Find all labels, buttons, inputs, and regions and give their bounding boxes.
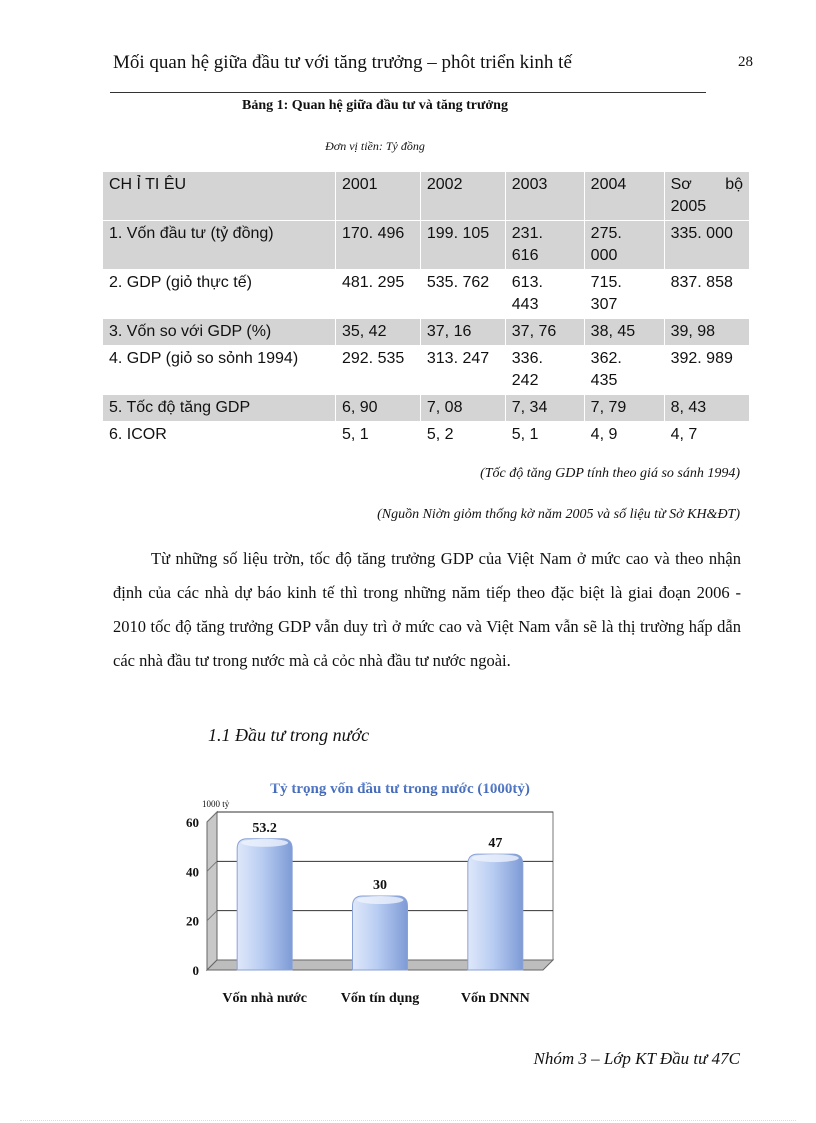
bar — [237, 839, 292, 970]
section-subheading: 1.1 Đầu tư trong nước — [208, 725, 370, 745]
table-cell: 231. 616 — [505, 221, 584, 270]
table-cell: 199. 105 — [420, 221, 505, 270]
table-cell: 8, 43 — [664, 395, 749, 422]
table-cell: 7, 34 — [505, 395, 584, 422]
y-axis-unit-label: 1000 tỷ — [202, 799, 230, 809]
table-header-row — [103, 172, 749, 221]
table-cell: 170. 496 — [335, 221, 420, 270]
unit-note: Đơn vị tiền: Tỷ đồng — [325, 139, 425, 153]
table-cell: 275. 000 — [584, 221, 664, 270]
source-note: (Nguồn Niờn giỏm thống kờ năm 2005 và số liệu từ Sở KH&ĐT) — [377, 507, 740, 522]
y-tick-label: 0 — [192, 963, 199, 978]
table-header-cell: 2003 — [505, 172, 584, 221]
table-cell: 5, 1 — [335, 422, 420, 449]
chart-side-wall — [207, 812, 217, 970]
table-cell: 7, 79 — [584, 395, 664, 422]
table-cell: 362. 435 — [584, 346, 664, 395]
table-row — [103, 270, 749, 319]
table-header-cell — [664, 172, 749, 221]
footer-rule — [20, 1120, 796, 1121]
category-label: Vốn tín dụng — [340, 991, 420, 1006]
table-cell: 715. 307 — [584, 270, 664, 319]
table-row — [103, 395, 749, 422]
chart-title: Tỷ trọng vốn đầu tư trong nước (1000tỷ) — [270, 781, 530, 797]
row-label: 4. GDP (giỏ so sỏnh 1994) — [103, 346, 335, 395]
table-cell: 38, 45 — [584, 319, 664, 346]
table-cell: 37, 76 — [505, 319, 584, 346]
bar-body — [468, 854, 523, 970]
paragraph-text: Từ những số liệu trờn, tốc độ tăng trưởng GDP của Việt Nam ở mức cao và theo nhận định của các nhà dự báo kinh tế thì trong những năm tiếp theo đặc biệt là giai đoạn 2006 - 2010 tốc độ tăng trưởng GDP vẫn duy trì ở mức cao và Việt Nam vẫn sẽ là thị trường hấp dẫn các nhà đầu tư trong nước mà cả cỏc nhà đầu tư nước ngoài. — [113, 549, 741, 670]
bar-highlight — [472, 854, 519, 862]
table-cell: 336. 242 — [505, 346, 584, 395]
footer-text: Nhóm 3 – Lớp KT Đầu tư 47C — [533, 1049, 740, 1068]
bar — [353, 896, 408, 970]
row-label: 5. Tốc độ tăng GDP — [103, 395, 335, 422]
table-cell: 6, 90 — [335, 395, 420, 422]
table-header-cell: 2001 — [335, 172, 420, 221]
header-rule — [110, 92, 706, 93]
table-cell: 7, 08 — [420, 395, 505, 422]
bar-highlight — [357, 896, 404, 904]
data-label: 47 — [488, 836, 503, 852]
row-label: 6. ICOR — [103, 422, 335, 449]
table-header-cell: 2002 — [420, 172, 505, 221]
data-table — [103, 172, 749, 448]
row-label: 2. GDP (giỏ thực tế) — [103, 270, 335, 319]
category-label: Vốn DNNN — [460, 991, 530, 1006]
y-tick-labels — [186, 815, 199, 978]
table-caption: Bảng 1: Quan hệ giữa đầu tư và tăng trưởng — [242, 98, 508, 113]
table-row — [103, 422, 749, 449]
y-tick-label: 20 — [186, 913, 199, 929]
table-cell: 5, 1 — [505, 422, 584, 449]
header-cell-text: Sơ bộ 2005 — [670, 176, 743, 215]
row-label: 1. Vốn đầu tư (tỷ đồng) — [103, 221, 335, 270]
category-label: Vốn nhà nước — [222, 991, 307, 1006]
y-tick-label: 40 — [186, 864, 199, 880]
table-header-cell: CH Ỉ TI ÊU — [103, 172, 335, 221]
bar — [468, 854, 523, 970]
bar-highlight — [241, 839, 288, 847]
table-cell: 313. 247 — [420, 346, 505, 395]
table-cell: 613. 443 — [505, 270, 584, 319]
table-cell: 37, 16 — [420, 319, 505, 346]
table-row — [103, 346, 749, 395]
table-cell: 5, 2 — [420, 422, 505, 449]
data-label: 53.2 — [252, 820, 277, 836]
table-cell: 481. 295 — [335, 270, 420, 319]
y-tick-label: 60 — [186, 815, 199, 830]
data-label: 30 — [373, 878, 387, 893]
table-row — [103, 319, 749, 346]
table-cell: 535. 762 — [420, 270, 505, 319]
header-title: Mối quan hệ giữa đầu tư với tăng trưởng – phôt triển kinh tế — [113, 52, 572, 73]
bar-body — [353, 896, 408, 970]
table-cell: 39, 98 — [664, 319, 749, 346]
table-cell: 392. 989 — [664, 346, 749, 395]
table-cell: 35, 42 — [335, 319, 420, 346]
chart-svg — [155, 770, 575, 1020]
body-paragraph — [113, 542, 741, 678]
table-cell: 4, 7 — [664, 422, 749, 449]
table-cell: 292. 535 — [335, 346, 420, 395]
bar-body — [237, 839, 292, 970]
growth-note: (Tốc độ tăng GDP tính theo giá so sánh 1994) — [480, 466, 740, 481]
bar-chart — [155, 770, 575, 1020]
table-row — [103, 221, 749, 270]
table-header-cell: 2004 — [584, 172, 664, 221]
row-label: 3. Vốn so với GDP (%) — [103, 319, 335, 346]
category-labels — [222, 991, 529, 1006]
page-number: 28 — [738, 54, 753, 70]
table-cell: 837. 858 — [664, 270, 749, 319]
table-cell: 4, 9 — [584, 422, 664, 449]
table-cell: 335. 000 — [664, 221, 749, 270]
